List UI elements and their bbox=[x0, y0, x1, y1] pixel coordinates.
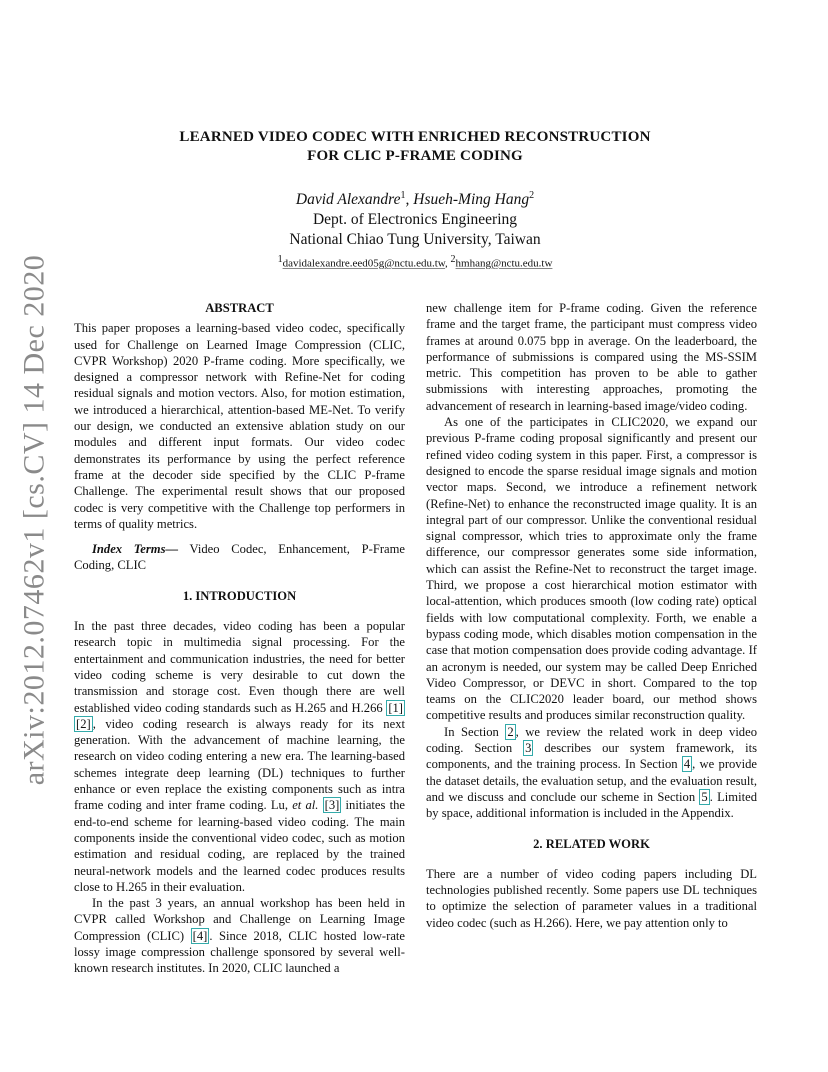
intro-p1-text-a: In the past three decades, video coding has been a popular research topic in multimedia signal processing. For the entertainment and communication industries, the need for better video coding scheme is very desirable to cut down the transmission and storage cost. Even though there are well established video coding standards such as H.265 and H.266 bbox=[74, 619, 405, 715]
author-block bbox=[160, 186, 670, 272]
paper-title bbox=[120, 128, 710, 166]
citation-3-link[interactable]: [3] bbox=[324, 798, 340, 813]
title-line-1: LEARNED VIDEO CODEC WITH ENRICHED RECONSTRUCTION bbox=[179, 129, 651, 145]
index-terms-list: Video Codec, Enhancement, P-Frame Coding, CLIC bbox=[74, 542, 405, 573]
intro-p5-text-c: describes our system framework, its components, and the training process. In Section bbox=[426, 741, 757, 772]
abstract-heading: ABSTRACT bbox=[205, 301, 274, 315]
et-al: et al. bbox=[292, 798, 319, 813]
intro-p1-text-c: , video coding research is always ready for its next generation. With the advancement of machine learning, the research on video coding entering a new era. The learning-based schemes integrate deep learning (DL) techniques to further enhance or even replace the existing components such as intra frame coding and inter frame coding. Lu, bbox=[74, 716, 405, 813]
citation-2-link[interactable]: [2] bbox=[76, 716, 91, 731]
email-line bbox=[160, 252, 670, 272]
email-2-link[interactable]: hmhang@nctu.edu.tw bbox=[455, 257, 553, 270]
related-work-heading: 2. RELATED WORK bbox=[533, 836, 650, 851]
abstract-text: This paper proposes a learning-based video codec, specifically used for Challenge on Learned Image Compression (CLIC, CVPR Workshop) 2020 P-frame coding. More specifically, we designed a compressor network with Refine-Net for coding residual signals and motion vectors. Also, for motion estimation, we introduced a hierarchical, attention-based ME-Net. To verify our design, we conducted an extensive ablation study on our modules and different input formats. Our video codec demonstrates its performance by using the perfect reference frame at the decoder side specified by the CLIC P-frame Challenge. The experimental result shows that our proposed codec is very competitive with the Challenge top performers in terms of quality metrics. bbox=[74, 321, 405, 531]
intro-p5-text-d: , we provide the dataset details, the evaluation setup, and the evaluation result, and we discuss and conclude our scheme in Section bbox=[426, 757, 757, 804]
author-1: David Alexandre bbox=[295, 191, 401, 209]
section-3-link[interactable]: 3 bbox=[525, 741, 532, 756]
department: Dept. of Electronics Engineering bbox=[312, 211, 517, 229]
email-1-affil: 1 bbox=[277, 254, 283, 266]
intro-paragraph-2 bbox=[74, 895, 405, 976]
intro-paragraph-4: As one of the participates in CLIC2020, we expand our previous P-frame coding proposal significantly and present our refined video coding system in this paper. First, a compressor is designed to encode the sparse residual image signals and motion vector maps. Second, we introduce a refinement network (Refine-Net) to enhance the reconstructed image quality. It is an integral part of our compressor. Unlike the conventional residual signal compressor, which tries to approximate only the frame difference, our compressor generates some side information, which can assist the Refine-Net to reconstruct the target image. Third, we propose a cost hierarchical motion estimator with local-attention, which produces smooth (low coding rate) optical fields with low computational complexity. Forth, we enable a bypass coding mode, which disables motion compensation in the case that motion compensation does provide coding advantage. If an acronym is needed, our system may be called Deep Enriched Video Compressor, or DEVC in short. Compared to the top teams on the CLIC2020 leader board, our method shows competitive results and produces similar reconstruction quality. bbox=[426, 415, 757, 723]
citation-1-link[interactable]: [1] bbox=[388, 700, 403, 715]
section-5-link[interactable]: 5 bbox=[701, 789, 708, 804]
intro-p5-text-a: In Section bbox=[444, 724, 506, 739]
arxiv-identifier: arXiv:2012.07462v1 [cs.CV] 14 Dec 2020 bbox=[17, 254, 50, 786]
intro-p2-text-b: . Since 2018, CLIC hosted low-rate lossy image compression challenge sponsored by several well-known research institutes. In 2020, CLIC launched a bbox=[74, 928, 405, 976]
intro-paragraph-1 bbox=[74, 618, 405, 895]
introduction-heading: 1. INTRODUCTION bbox=[182, 588, 297, 603]
intro-p5-text-b: , we review the related work in deep video coding. Section bbox=[426, 724, 757, 756]
author-1-affil: 1 bbox=[400, 190, 406, 201]
intro-p2-text-a: In the past 3 years, an annual workshop has been held in CVPR called Workshop and Challenge on Learning Image Compression (CLIC) bbox=[74, 896, 405, 943]
intro-paragraph-5 bbox=[426, 724, 757, 822]
author-separator: , bbox=[405, 191, 414, 209]
section-4-link[interactable]: 4 bbox=[683, 757, 691, 772]
left-column bbox=[74, 300, 405, 977]
index-terms-label: Index Terms— bbox=[92, 542, 179, 557]
arxiv-sidebar bbox=[6, 254, 62, 786]
author-names bbox=[160, 186, 670, 210]
intro-p1-text-e: initiates the end-to-end scheme for learning-based video coding. The main components inside the conventional video codec, such as motion estimation and residual coding, are replaced by the trained neural-network models and the learned codec produces results close to H.265 in their evaluation. bbox=[74, 798, 405, 894]
author-2: Hsueh-Ming Hang bbox=[413, 191, 530, 209]
right-column bbox=[426, 300, 757, 931]
citation-4-link[interactable]: [4] bbox=[192, 928, 208, 943]
email-separator: , bbox=[445, 257, 451, 270]
index-terms bbox=[74, 541, 405, 574]
email-2-affil: 2 bbox=[450, 254, 456, 266]
related-work-paragraph-1: There are a number of video coding papers including DL technologies published recently. Some papers use DL techniques to optimize the selection of parameter values in a traditional video codec (such as H.266). Here, we pay attention only to bbox=[426, 866, 757, 930]
intro-paragraph-3: new challenge item for P-frame coding. Given the reference frame and the target frame, the participant must compress video frames at around 0.075 bpp in average. On the leaderboard, the performance of submissions is compared using the MS-SSIM metric. This competition has proven to be able to gather submissions with interesting approaches, promoting the advancement of research in learning-based image/video coding. bbox=[426, 301, 757, 413]
section-2-link[interactable]: 2 bbox=[507, 724, 514, 739]
title-line-2: FOR CLIC P-FRAME CODING bbox=[307, 148, 523, 164]
intro-p5-text-e: . Limited by space, additional information is included in the Appendix. bbox=[426, 789, 757, 821]
author-2-affil: 2 bbox=[529, 190, 535, 201]
email-1-link[interactable]: davidalexandre.eed05g@nctu.edu.tw bbox=[282, 257, 446, 270]
university: National Chiao Tung University, Taiwan bbox=[289, 231, 541, 249]
